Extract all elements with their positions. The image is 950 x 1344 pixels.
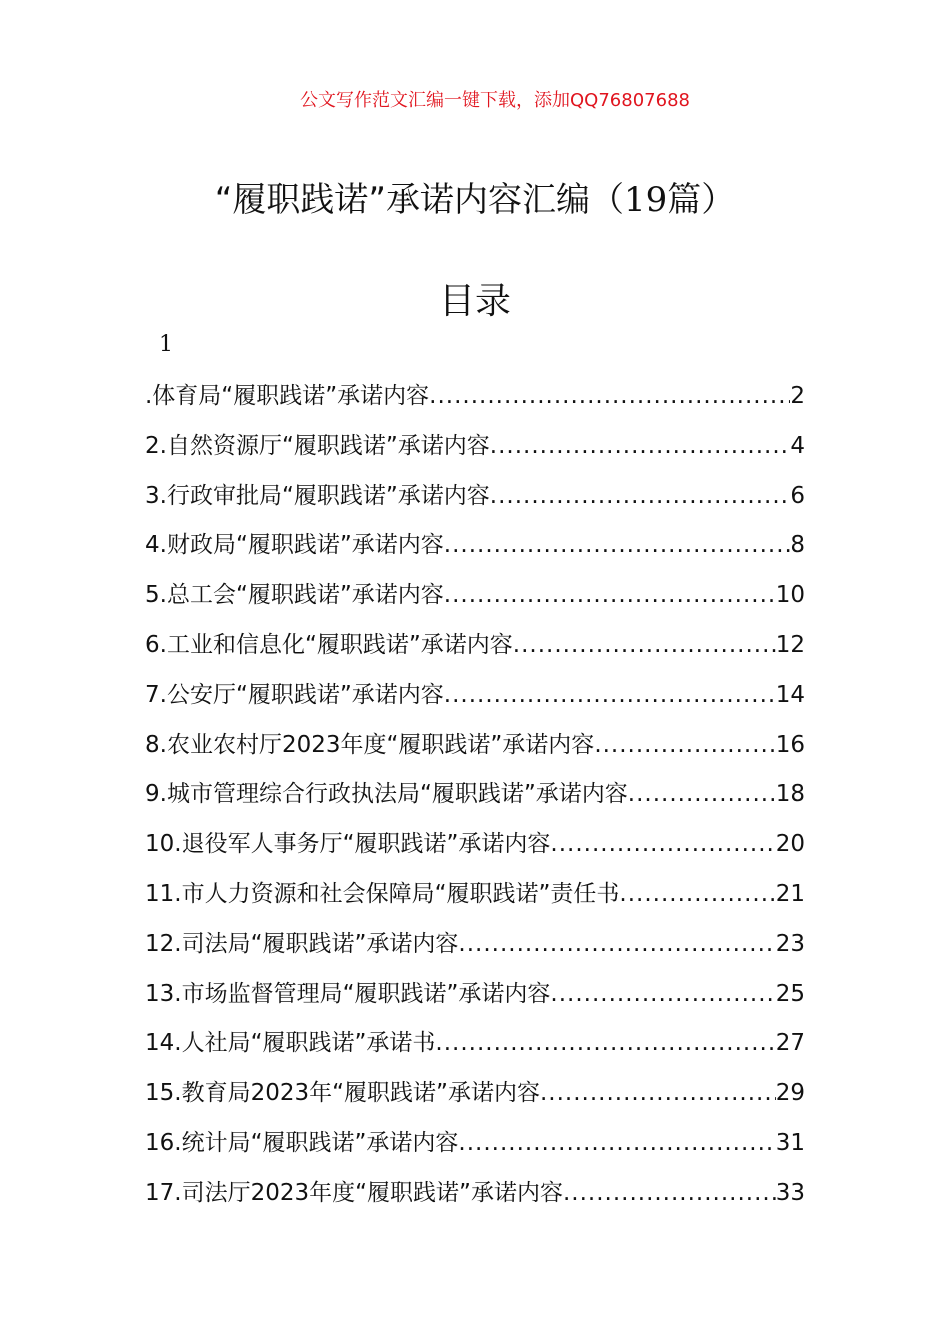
- dot-leader: [594, 732, 775, 758]
- toc-entry-title: .体育局“履职践诺”承诺内容: [145, 383, 430, 409]
- toc-entry-page: 25: [775, 980, 805, 1007]
- toc-entry[interactable]: [145, 1074, 805, 1124]
- toc-entry-page: 18: [775, 781, 805, 808]
- document-title: [0, 172, 950, 221]
- toc-entry-page: 20: [775, 831, 805, 858]
- dot-leader: [628, 781, 776, 807]
- toc-entry-title: 17.司法厅2023年度“履职践诺”承诺内容: [145, 1179, 563, 1206]
- toc-entry-title: 15.教育局2023年“履职践诺”承诺内容: [145, 1080, 540, 1107]
- toc-entry-page: 29: [775, 1080, 805, 1107]
- toc-entry[interactable]: [145, 726, 805, 776]
- toc-entry-title: 9.城市管理综合行政执法局“履职践诺”承诺内容: [145, 781, 628, 808]
- toc-entry-page: 16: [775, 731, 805, 758]
- dot-leader: [444, 532, 791, 558]
- toc-entry[interactable]: [145, 676, 805, 726]
- toc-entry-page: 2: [790, 383, 805, 409]
- toc-entry-title: 7.公安厅“履职践诺”承诺内容: [145, 681, 444, 708]
- toc-entry-page: 27: [775, 1030, 805, 1057]
- toc-entry-page: 31: [775, 1129, 805, 1156]
- toc-entry[interactable]: [145, 576, 805, 626]
- toc-entry-page: 21: [775, 880, 805, 907]
- toc-entry-title: 13.市场监督管理局“履职践诺”承诺内容: [145, 980, 551, 1007]
- dot-leader: [550, 981, 775, 1007]
- toc-entry[interactable]: [145, 626, 805, 676]
- toc-entry[interactable]: [145, 775, 805, 825]
- dot-leader: [619, 881, 775, 907]
- toc-entry[interactable]: [145, 875, 805, 925]
- toc-entry-page: 10: [775, 582, 805, 609]
- toc-entry-title: 10.退役军人事务厅“履职践诺”承诺内容: [145, 831, 551, 858]
- toc-entry[interactable]: [145, 925, 805, 975]
- toc-entry[interactable]: [145, 825, 805, 875]
- toc-entry-title: 8.农业农村厅2023年度“履职践诺”承诺内容: [145, 731, 595, 758]
- toc-entry[interactable]: [145, 477, 805, 527]
- dot-leader: [458, 931, 775, 957]
- dot-leader: [550, 831, 775, 857]
- title-prefix: “履职践诺”承诺内容汇编（: [214, 180, 624, 220]
- dot-leader: [444, 682, 776, 708]
- dot-leader: [540, 1080, 776, 1106]
- dot-leader: [563, 1180, 776, 1206]
- toc-entry-title: 2.自然资源厅“履职践诺”承诺内容: [145, 432, 490, 459]
- dot-leader: [444, 582, 776, 608]
- title-count: 19: [623, 180, 668, 220]
- toc-entry-title: 11.市人力资源和社会保障局“履职践诺”责任书: [145, 880, 620, 907]
- toc-entry-page: 12: [775, 631, 805, 658]
- toc-entry-title: 12.司法局“履职践诺”承诺内容: [145, 930, 459, 957]
- dot-leader: [513, 632, 776, 658]
- toc-entry-title: 14.人社局“履职践诺”承诺书: [145, 1030, 436, 1057]
- dot-leader: [429, 383, 790, 409]
- toc-entry[interactable]: [145, 377, 805, 427]
- dot-leader: [490, 483, 791, 509]
- title-suffix: 篇）: [667, 180, 736, 220]
- toc-entry-page: 4: [790, 432, 805, 459]
- toc-entry-page: 33: [775, 1179, 805, 1206]
- toc-entry[interactable]: [145, 1024, 805, 1074]
- toc-entry-page: 6: [790, 482, 805, 509]
- toc-entry[interactable]: [145, 1124, 805, 1174]
- toc-entry-title: 3.行政审批局“履职践诺”承诺内容: [145, 482, 490, 509]
- toc-entry-title: 4.财政局“履职践诺”承诺内容: [145, 532, 444, 559]
- dot-leader: [458, 1130, 775, 1156]
- dot-leader: [435, 1030, 775, 1056]
- toc-entry[interactable]: [145, 427, 805, 477]
- toc-entry-page: 23: [775, 930, 805, 957]
- toc-entry[interactable]: [145, 526, 805, 576]
- toc-heading: 目录: [438, 281, 511, 322]
- toc-entry-page: 14: [775, 681, 805, 708]
- toc-entry-page: 8: [790, 532, 805, 559]
- stray-number: 1: [159, 332, 173, 357]
- toc-entry[interactable]: [145, 975, 805, 1025]
- download-banner: 公文写作范文汇编一键下载，添加QQ76807688: [300, 90, 690, 111]
- table-of-contents: [145, 377, 805, 1224]
- toc-entry-title: 16.统计局“履职践诺”承诺内容: [145, 1129, 459, 1156]
- toc-entry-title: 6.工业和信息化“履职践诺”承诺内容: [145, 631, 513, 658]
- toc-entry-title: 5.总工会“履职践诺”承诺内容: [145, 582, 444, 609]
- toc-entry[interactable]: [145, 1174, 805, 1224]
- dot-leader: [490, 433, 791, 459]
